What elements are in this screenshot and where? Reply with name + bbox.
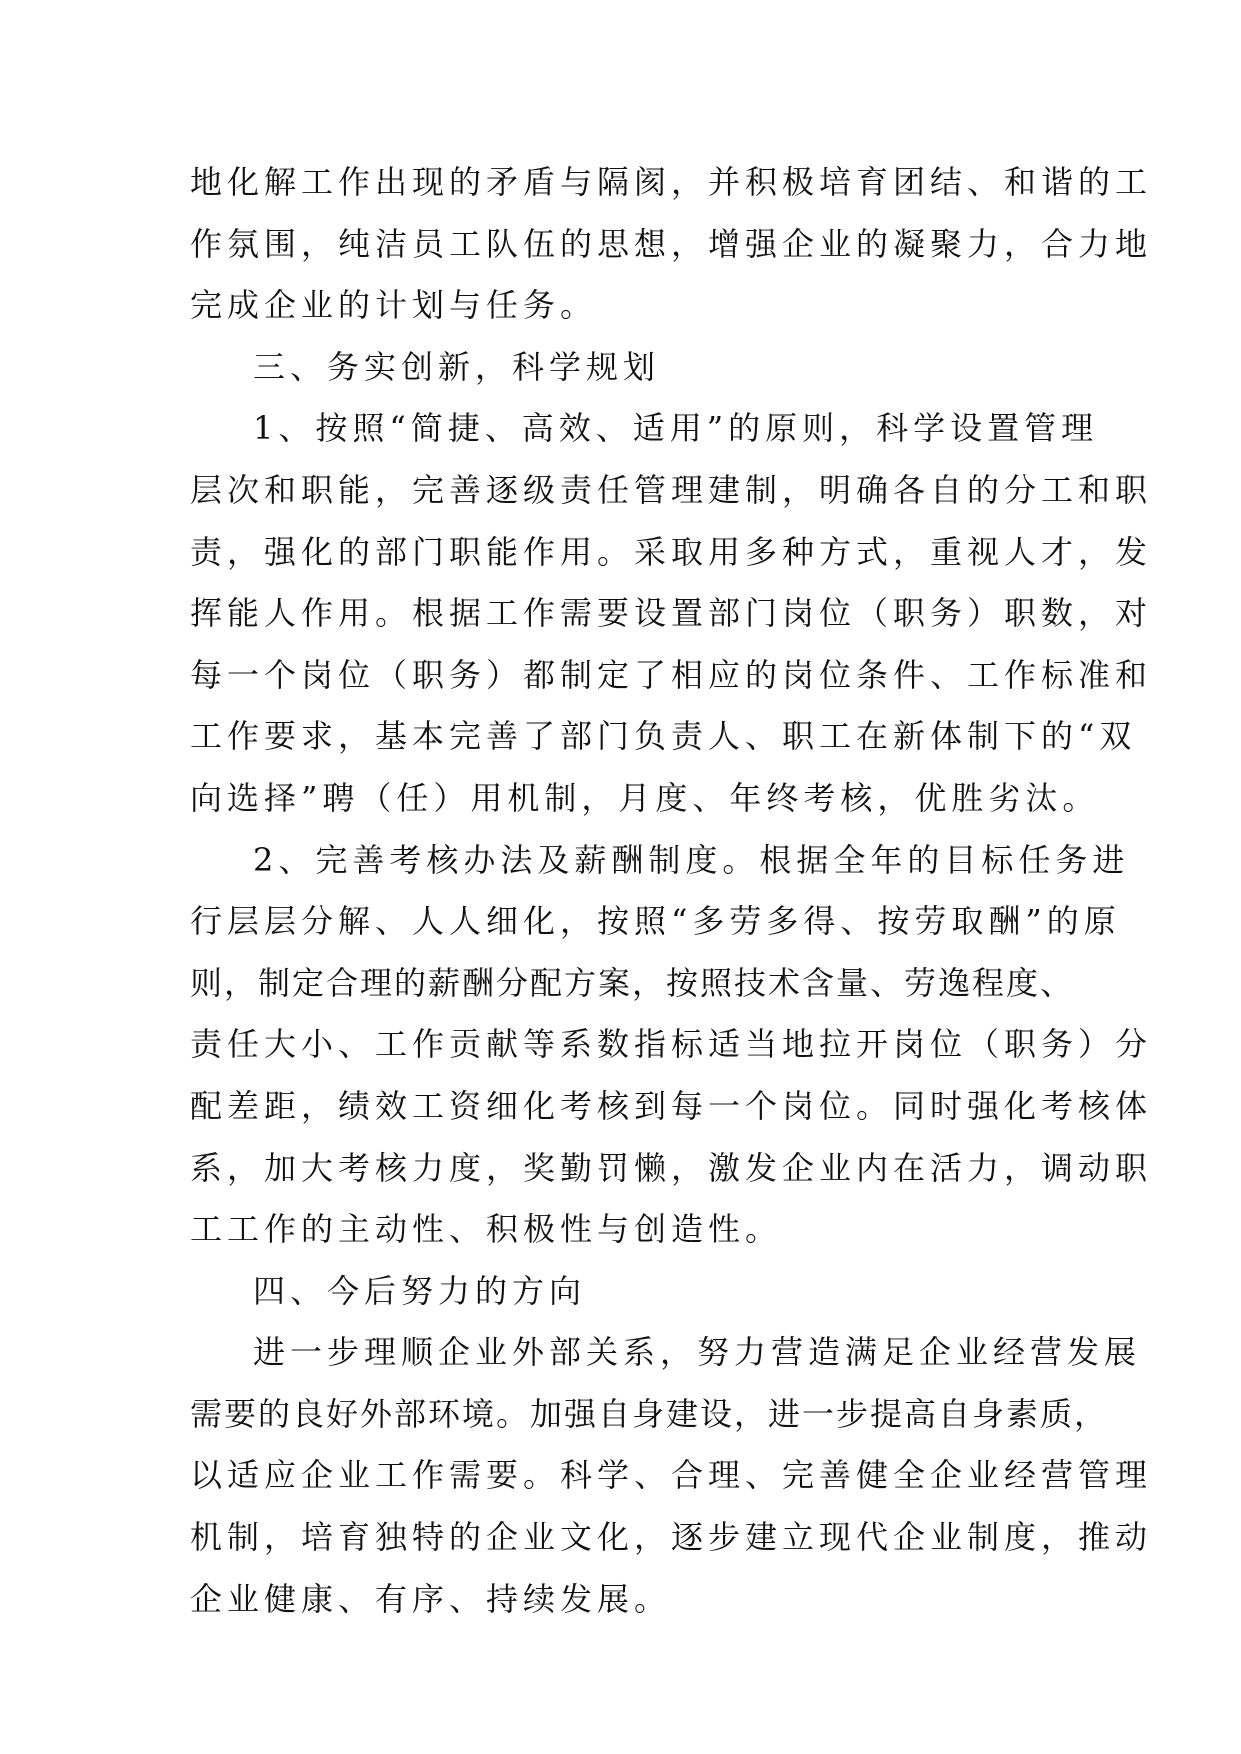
text-line: 1、按照“简捷、高效、适用”的原则，科学设置管理 [253, 409, 1099, 448]
text-line: 以适应企业工作需要。科学、合理、完善健全企业经营管理 [190, 1456, 1153, 1495]
text-line: 地化解工作出现的矛盾与隔阂，并积极培育团结、和谐的工 [190, 163, 1153, 201]
text-line: 机制，培育独特的企业文化，逐步建立现代企业制度，推动 [190, 1518, 1153, 1557]
text-line: 系，加大考核力度，奖勤罚懒，激发企业内在活力，调动职 [190, 1148, 1153, 1187]
section-heading: 四、今后努力的方向 [253, 1271, 587, 1310]
text-line: 企业健康、有序、持续发展。 [190, 1579, 672, 1618]
text-line: 责，强化的部门职能作用。采取用多种方式，重视人才，发 [190, 532, 1153, 571]
section-heading: 三、务实创新，科学规划 [253, 347, 661, 386]
text-line: 行层层分解、人人细化，按照“多劳多得、按劳取酬”的原 [190, 902, 1121, 941]
text-line: 进一步理顺企业外部关系，努力营造满足企业经营发展 [253, 1333, 1142, 1372]
text-line: 则，制定合理的薪酬分配方案，按照技术含量、劳逸程度、 [190, 963, 1075, 1002]
text-line: 挥能人作用。根据工作需要设置部门岗位（职务）职数，对 [190, 594, 1153, 633]
text-line: 配差距，绩效工资细化考核到每一个岗位。同时强化考核体 [190, 1086, 1153, 1125]
text-line: 完成企业的计划与任务。 [190, 286, 598, 325]
text-line: 需要的良好外部环境。加强自身建设，进一步提高自身素质， [190, 1394, 1109, 1433]
text-line: 每一个岗位（职务）都制定了相应的岗位条件、工作标准和 [190, 655, 1153, 694]
document-body [190, 152, 1153, 1630]
text-line: 2、完善考核办法及薪酬制度。根据全年的目标任务进 [253, 840, 1130, 879]
text-line: 责任大小、工作贡献等系数指标适当地拉开岗位（职务）分 [190, 1025, 1153, 1064]
text-line: 层次和职能，完善逐级责任管理建制，明确各自的分工和职 [190, 470, 1153, 509]
text-line: 向选择”聘（任）用机制，月度、年终考核，优胜劣汰。 [190, 778, 1100, 817]
text-line: 工作要求，基本完善了部门负责人、职工在新体制下的“双 [190, 717, 1137, 756]
text-line: 作氛围，纯洁员工队伍的思想，增强企业的凝聚力，合力地 [190, 224, 1153, 263]
text-line: 工工作的主动性、积极性与创造性。 [190, 1210, 783, 1249]
